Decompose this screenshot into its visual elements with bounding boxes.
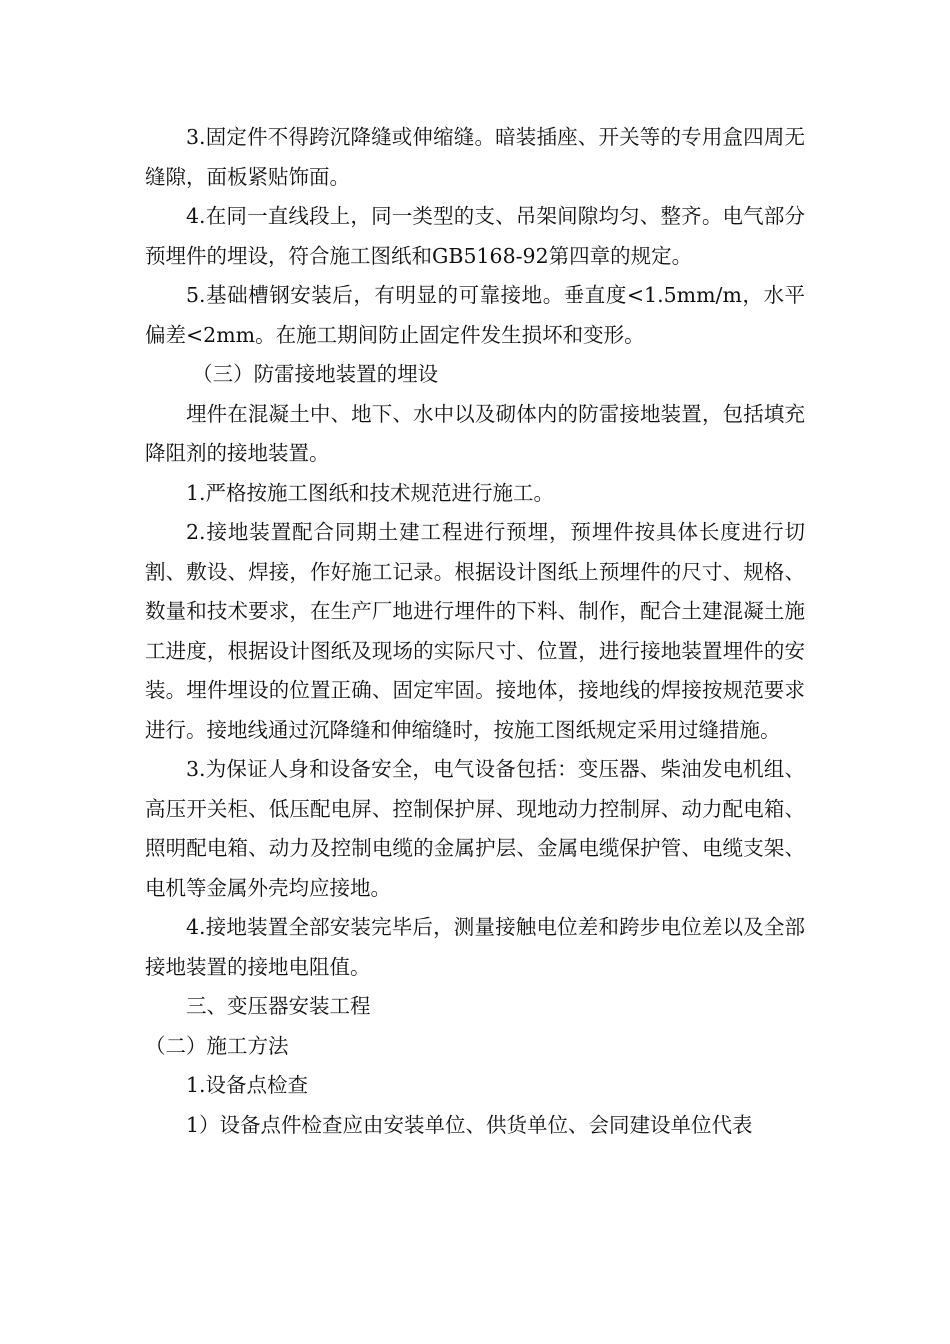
paragraph-equipment-check-heading: 1.设备点检查: [186, 1073, 309, 1097]
paragraph-grounding-item-3: 3.为保证人身和设备安全，电气设备包括：变压器、柴油发电机组、高压开关柜、低压配电屏、控制保护屏、现地动力控制屏、动力配电箱、照明配电箱、动力及控制电缆的金属护层、金属电缆保护管、电缆支架、电机等金属外壳均应接地。: [145, 757, 805, 900]
document-body: [145, 118, 805, 1145]
paragraph-equipment-check-item-1: 1）设备点件检查应由安装单位、供货单位、会同建设单位代表: [186, 1112, 753, 1137]
paragraph-grounding-item-1: 1.严格按施工图纸和技术规范进行施工。: [186, 480, 555, 505]
paragraph-grounding-scope: 埋件在混凝土中、地下、水中以及砌体内的防雷接地装置，包括填充降阻剂的接地装置。: [145, 401, 805, 465]
section-heading-lightning-grounding: （三）防雷接地装置的埋设: [192, 362, 439, 386]
paragraph-brackets-embedded: 4.在同一直线段上，同一类型的支、吊架间隙均匀、整齐。电气部分预埋件的埋设，符合施工图纸和GB5168-92第四章的规定。: [145, 204, 805, 268]
subsection-heading-construction-method: （二）施工方法: [145, 1033, 289, 1058]
section-heading-transformer: 三、变压器安装工程: [186, 994, 371, 1018]
paragraph-grounding-item-4: 4.接地装置全部安装完毕后，测量接触电位差和跨步电位差以及全部接地装置的接地电阻值。: [145, 915, 805, 979]
paragraph-grounding-item-2: 2.接地装置配合同期土建工程进行预埋，预埋件按具体长度进行切割、敷设、焊接，作好施工记录。根据设计图纸上预埋件的尺寸、规格、数量和技术要求，在生产厂地进行埋件的下料、制作，配合土建混凝土施工进度，根据设计图纸及现场的实际尺寸、位置，进行接地装置埋件的安装。埋件埋设的位置正确、固定牢固。接地体，接地线的焊接按规范要求进行。接地线通过沉降缝和伸缩缝时，按施工图纸规定采用过缝措施。: [145, 520, 805, 742]
paragraph-fixings-joints: 3.固定件不得跨沉降缝或伸缩缝。暗装插座、开关等的专用盒四周无缝隙，面板紧贴饰面。: [145, 125, 805, 189]
paragraph-channel-steel: 5.基础槽钢安装后，有明显的可靠接地。垂直度<1.5mm/m，水平偏差<2mm。在施工期间防止固定件发生损坏和变形。: [145, 283, 805, 347]
